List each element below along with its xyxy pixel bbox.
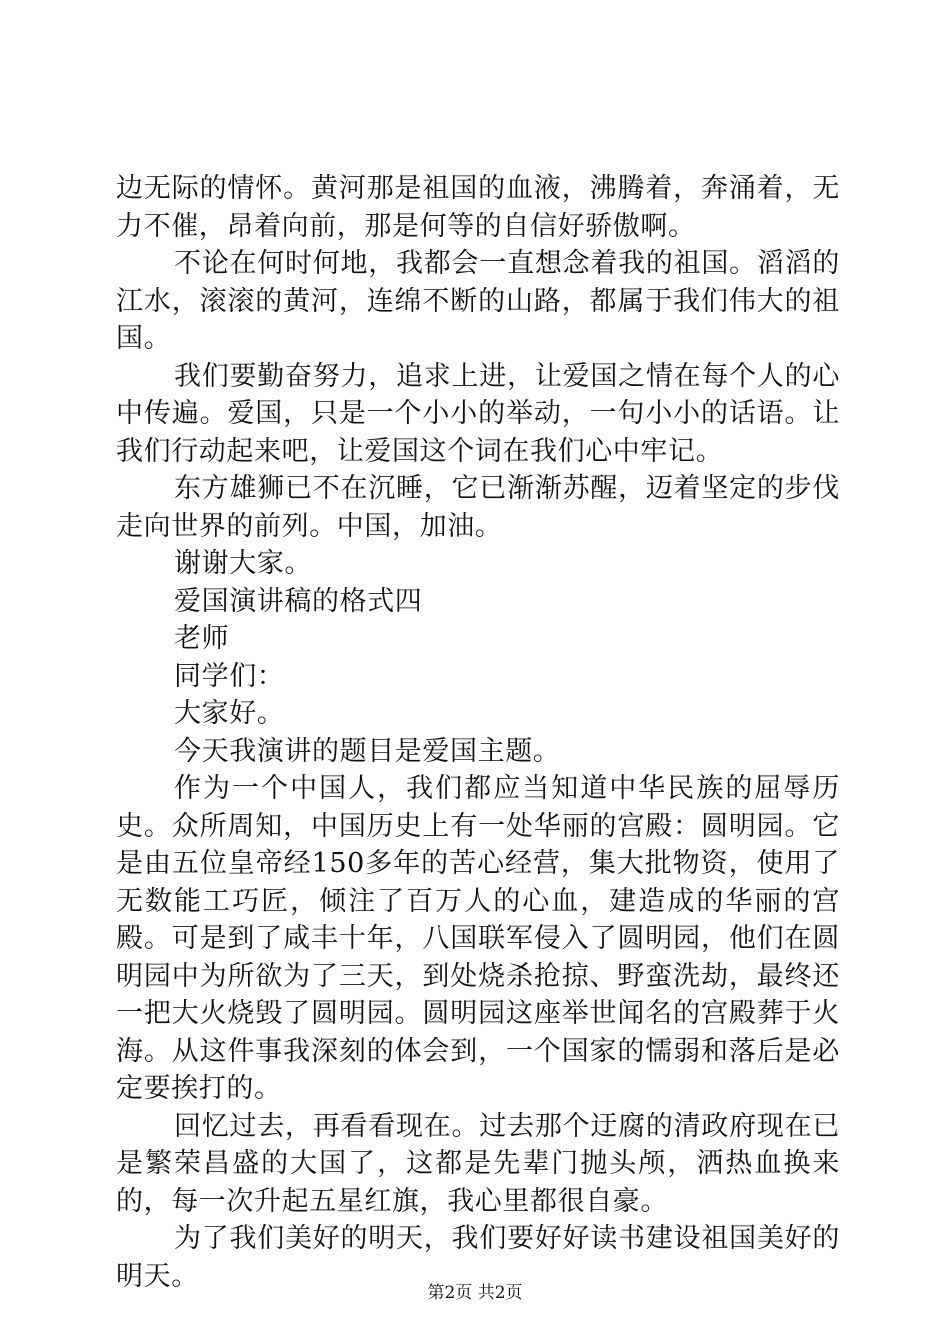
paragraph: 边无际的情怀。黄河那是祖国的血液，沸腾着，奔涌着，无力不催，昂着向前，那是何等的自信好骄傲啊。: [116, 173, 840, 242]
paragraph: 我们要勤奋努力，追求上进，让爱国之情在每个人的心中传遍。爱国，只是一个小小的举动，一句小小的话语。让我们行动起来吧，让爱国这个词在我们心中牢记。: [116, 360, 840, 467]
paragraph: 回忆过去，再看看现在。过去那个迂腐的清政府现在已是繁荣昌盛的大国了，这都是先辈门抛头颅，洒热血换来的，每一次升起五星红旗，我心里都很自豪。: [116, 1110, 840, 1217]
salutation-line: 同学们：: [174, 660, 285, 692]
salutation-line: 老师: [174, 623, 230, 654]
paragraph: 为了我们美好的明天，我们要好好读书建设祖国美好的明天。: [116, 1223, 840, 1292]
paragraph: 不论在何时何地，我都会一直想念着我的祖国。滔滔的江水，滚滚的黄河，连绵不断的山路，都属于我们伟大的祖国。: [116, 248, 840, 354]
paragraph: 东方雄狮已不在沉睡，它已渐渐苏醒，迈着坚定的步伐走向世界的前列。中国，加油。: [116, 473, 840, 542]
greeting-line: 大家好。: [174, 698, 285, 729]
page-number-footer: 第2页 共2页: [427, 1283, 523, 1303]
document-body: [116, 170, 840, 1295]
closing-line: 谢谢大家。: [174, 548, 312, 579]
paragraph: 作为一个中国人，我们都应当知道中华民族的屈辱历史。众所周知，中国历史上有一处华丽的宫殿：圆明园。它是由五位皇帝经150多年的苦心经营，集大批物资，使用了无数能工巧匠，倾注了百万人的心血，建造成的华丽的宫殿。可是到了咸丰十年，八国联军侵入了圆明园，他们在圆明园中为所欲为了三天，到处烧杀抢掠、野蛮洗劫，最终还一把大火烧毁了圆明园。圆明园这座举世闻名的宫殿葬于火海。从这件事我深刻的体会到，一个国家的懦弱和落后是必定要挨打的。: [116, 773, 840, 1104]
section-heading: 爱国演讲稿的格式四: [174, 585, 423, 617]
topic-line: 今天我演讲的题目是爱国主题。: [174, 735, 561, 767]
